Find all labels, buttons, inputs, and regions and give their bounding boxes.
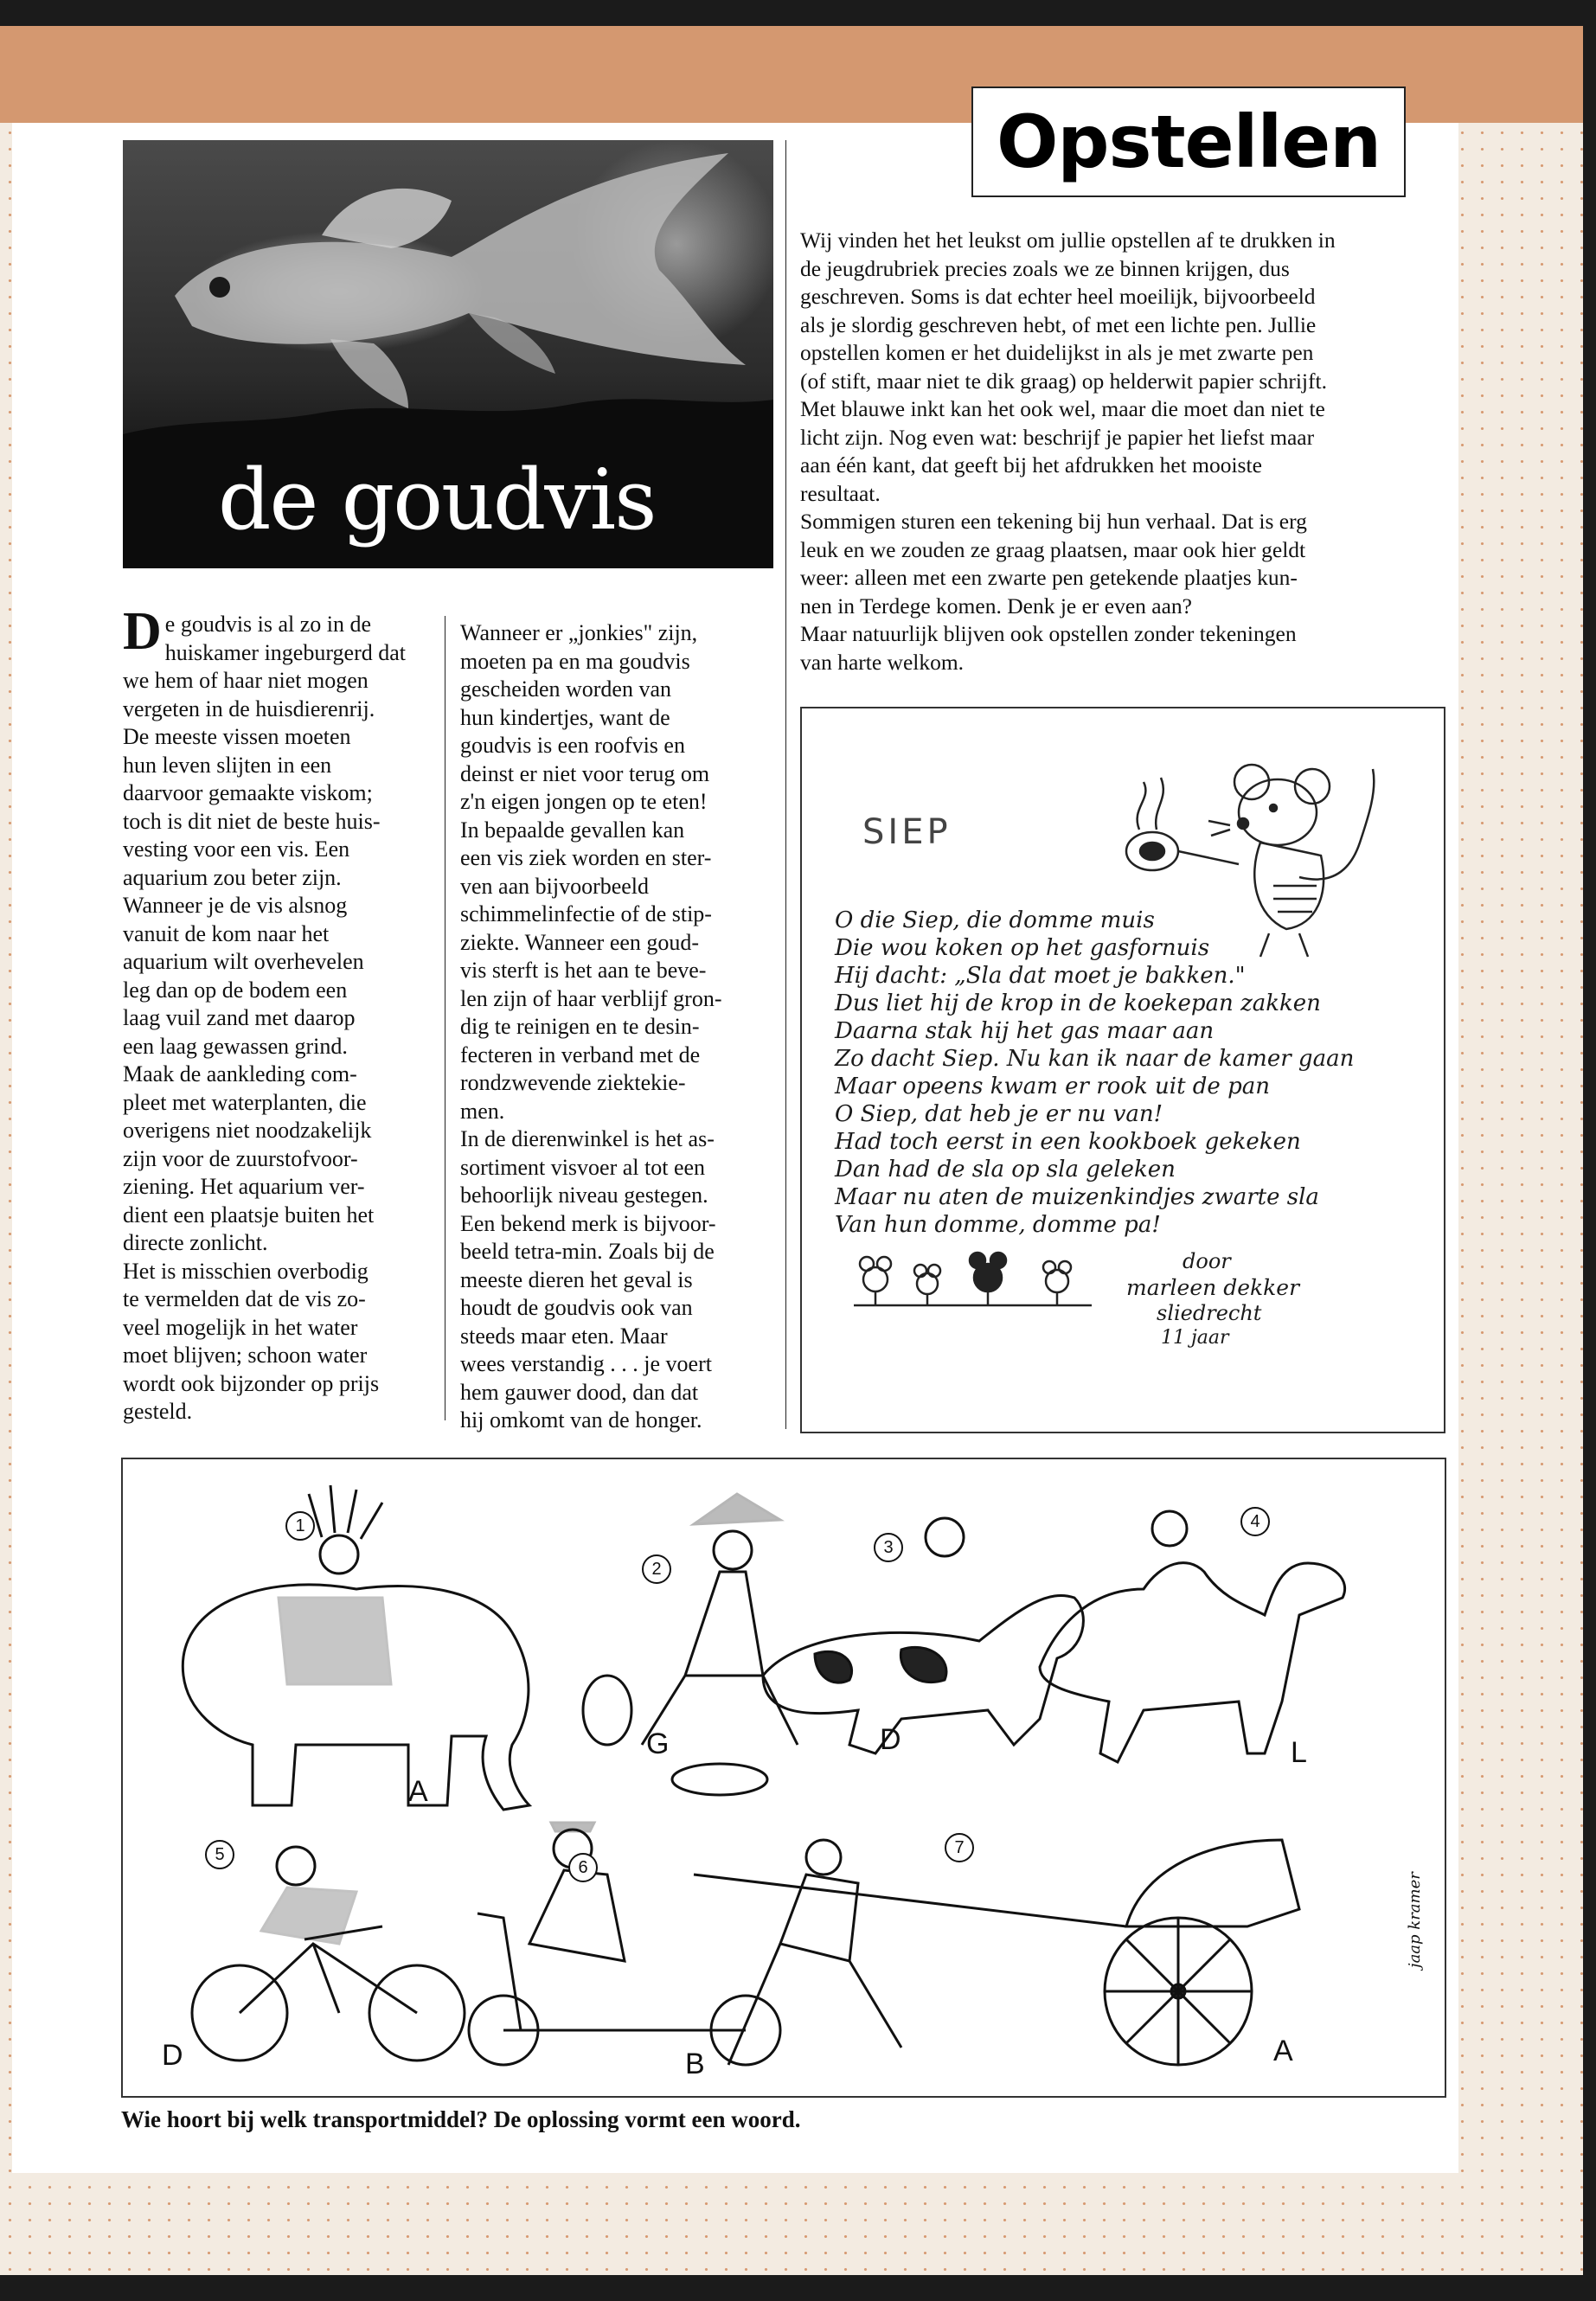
poem-line: Die wou koken op het gasfornuis [835,935,1210,961]
poem-line: O die Siep, die domme muis [835,907,1155,933]
poem-line: Hij dacht: „Sla dat moet je bakken." [835,963,1246,989]
character-number: 4 [1240,1507,1270,1536]
poem-line: Van hun domme, domme pa! [835,1212,1161,1238]
vehicle-letter: G [646,1727,670,1760]
vehicle-letter: B [685,2048,705,2080]
vehicle-letter: A [408,1775,428,1808]
poem-line: Dan had de sla op sla geleken [835,1157,1176,1183]
opstellen-heading-box [971,87,1406,197]
goudvis-column-1-text: e goudvis is al zo in de huiskamer ingeburgerd dat we hem of haar niet mogen vergeten in de huisdierenrij. De meeste vissen moeten hun leven slijten in een daarvoor gemaakte viskom; toch is dit niet de beste huis- vesting voor een vis. Een aquarium zou beter zijn. Wanneer je de vis alsnog vanuit de kom naar het aquarium wilt overhevelen leg dan op de bodem een laag vuil zand met daarop een laag gewassen grind. Maak de aankleding com- pleet met waterplanten, die overigens niet noodzakelijk zijn voor de zuurstofvoor- ziening. Het aquarium ver- dient een plaatsje buiten het directe zonlicht. Het is misschien overbodig te vermelden dat de vis zo- veel mogelijk in het water moet blijven; schoon water wordt ook bijzonder op prijs gesteld. [123,612,406,1424]
author-place: sliedrecht [1157,1301,1262,1325]
character-number: 7 [945,1833,974,1862]
puzzle-caption: Wie hoort bij welk transportmiddel? De oplossing vormt een woord. [121,2106,801,2132]
poem-line: Maar nu aten de muizenkindjes zwarte sla [835,1184,1319,1210]
goudvis-column-1 [123,602,434,1426]
poem-line: Had toch eerst in een kookboek gekeken [835,1129,1301,1155]
author-name: marleen dekker [1126,1275,1300,1300]
character-number: 2 [642,1554,671,1584]
vehicle-letter: L [1291,1736,1307,1769]
column-divider [785,140,786,1429]
dotted-margin [1458,123,1583,2173]
mice-family-drawing-icon [849,1245,1100,1323]
poem-line: O Siep, dat heb je er nu van! [835,1101,1163,1127]
author-age: 11 jaar [1161,1327,1229,1349]
poem-line: Maar opeens kwam er rook uit de pan [835,1074,1270,1099]
illustrator-signature: jaap kramer [1406,1872,1424,1968]
transport-puzzle-illustration [121,1458,1446,2098]
goudvis-column-2: Wanneer er „jonkies" zijn, moeten pa en ma goudvis gescheiden worden van hun kindertjes, want de goudvis is een roofvis en deinst er niet voor terug om z'n eigen jongen op te eten! In bepaalde gevallen kan een vis ziek worden en ster- ven aan bijvoorbeeld schimmelinfectie of de stip- ziekte. Wanneer een goud- vis sterft is het aan te beve- len zijn of haar verblijf gron- dig te reinigen en te desin- fecteren in verband met de rondzwevende ziektekie- men. In de dierenwinkel is het as- sortiment visvoer al tot een behoorlijk niveau gestegen. Een bekend merk is bijvoor- beeld tetra-min. Zoals bij de meeste dieren het geval is houdt de goudvis ook van steeds maar eten. Maar wees verstandig . . . je voert hem gauwer dood, dan dat hij omkomt van de honger. [460,620,722,1433]
characters-and-vehicles-drawing-icon [123,1459,1445,2096]
vehicle-letter: D [162,2039,183,2072]
character-number: 1 [285,1511,315,1541]
opstellen-intro: Wij vinden het het leukst om jullie opstellen af te drukken in de jeugdrubriek precies zoals we ze binnen krijgen, dus geschreven. Soms is dat echter heel moeilijk, bijvoorbeeld als je slordig geschreven hebt, of met een lichte pen. Jullie opstellen komen er het duidelijkst in als je met zwarte pen (of stift, maar niet te dik graag) op helderwit papier schrijft. Met blauwe inkt kan het ook wel, maar die moet dan niet te licht zijn. Nog even wat: beschrijf je papier het liefst maar aan één kant, dat geeft bij het afdrukken het mooiste resultaat. Sommigen sturen een tekening bij hun verhaal. Dat is erg leuk en we zouden ze graag plaatsen, maar ook hier geldt weer: alleen met een zwarte pen getekende plaatjes kun- nen in Terdege komen. Denk je er even aan? Maar natuurlijk blijven ook opstellen zonder tekeningen van harte welkom. [800,228,1336,675]
poem-box [800,707,1445,1433]
poem-line: Dus liet hij de krop in de koekepan zakken [835,990,1321,1016]
vehicle-letter: A [1273,2035,1293,2067]
poem-line: Zo dacht Siep. Nu kan ik naar de kamer gaan [835,1046,1355,1072]
poem-line: Daarna stak hij het gas maar aan [835,1018,1215,1044]
poem-title: SIEP [862,812,952,852]
author-by: door [1183,1249,1231,1273]
drop-cap: D [123,602,162,661]
section-title: Opstellen [996,99,1381,184]
goldfish-photo [123,140,773,568]
article-title: de goudvis [218,452,656,548]
character-number: 3 [874,1533,903,1562]
character-number: 5 [205,1840,234,1869]
vehicle-letter: D [880,1723,901,1756]
character-number: 6 [568,1853,598,1882]
